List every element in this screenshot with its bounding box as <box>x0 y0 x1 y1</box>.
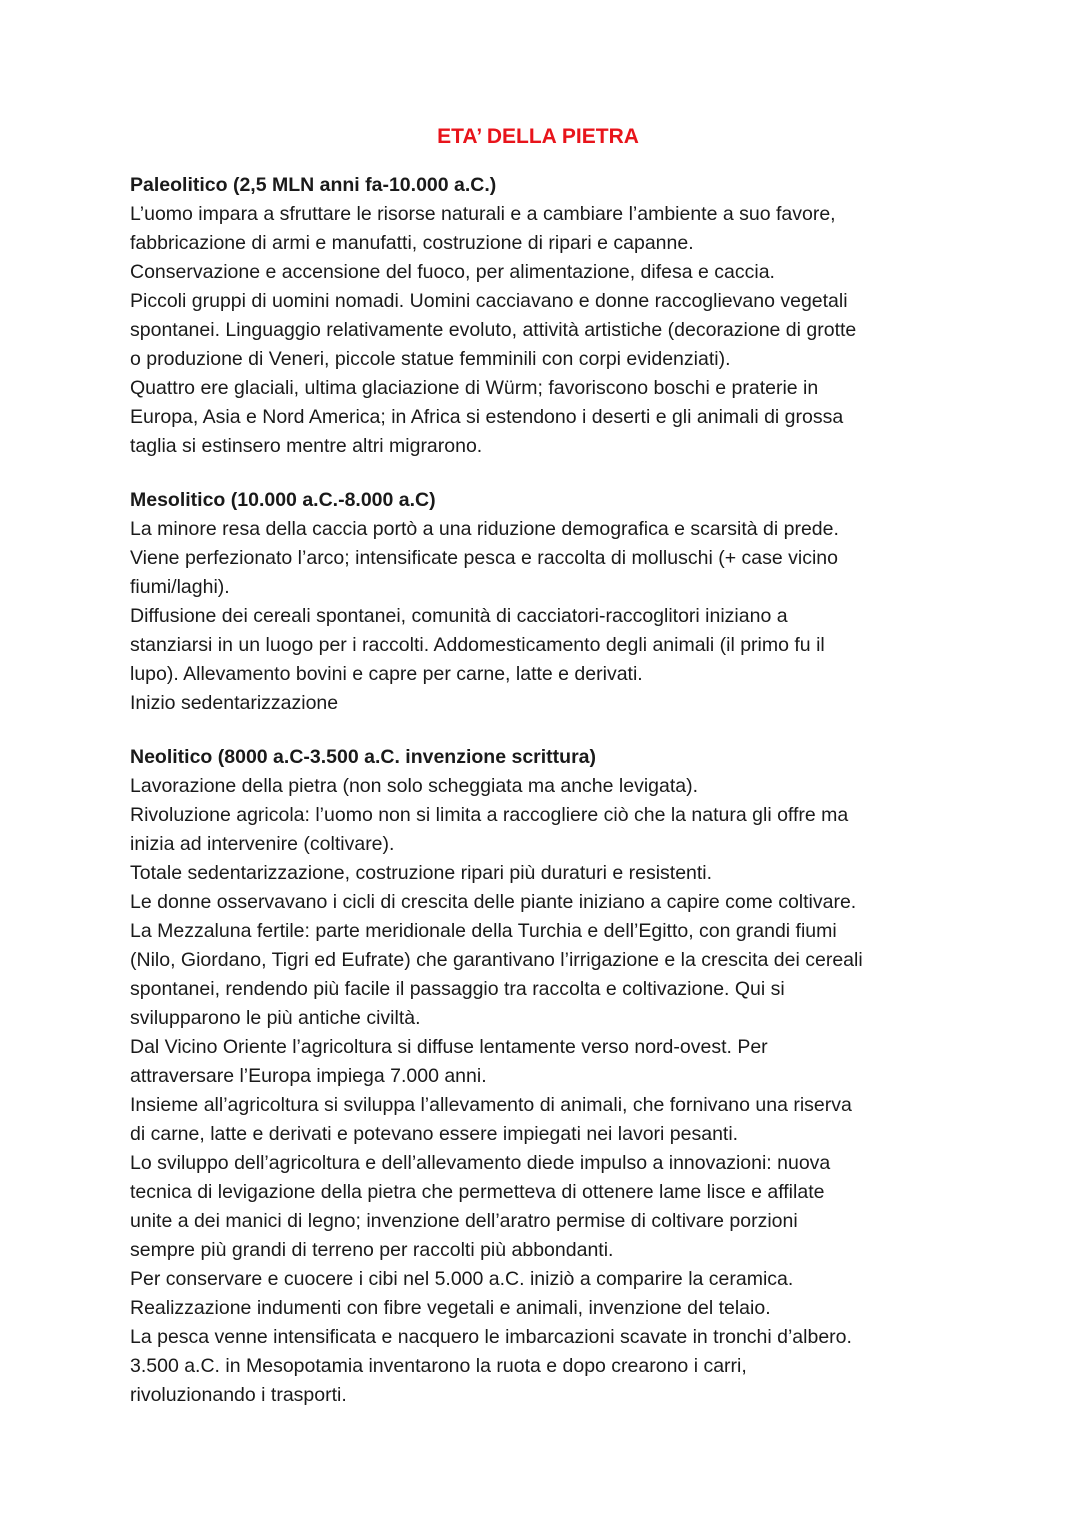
paragraph-line: (Nilo, Giordano, Tigri ed Eufrate) che garantivano l’irrigazione e la crescita dei cereali <box>130 949 863 971</box>
document-page <box>130 122 960 1435</box>
paragraph-line: taglia si estinsero mentre altri migrarono. <box>130 435 483 457</box>
paragraph-line: Lo sviluppo dell’agricoltura e dell’allevamento diede impulso a innovazioni: nuova <box>130 1152 831 1174</box>
paragraph-line: Europa, Asia e Nord America; in Africa si estendono i deserti e gli animali di grossa <box>130 406 844 428</box>
paragraph-line: Diffusione dei cereali spontanei, comunità di cacciatori-raccoglitori iniziano a <box>130 605 788 627</box>
section-paleolitico <box>130 171 960 461</box>
paragraph-line: sempre più grandi di terreno per raccolti più abbondanti. <box>130 1239 614 1261</box>
paragraph-line: di carne, latte e derivati e potevano essere impiegati nei lavori pesanti. <box>130 1123 739 1145</box>
paragraph-line: Piccoli gruppi di uomini nomadi. Uomini cacciavano e donne raccoglievano vegetali <box>130 290 848 312</box>
paragraph-line: La minore resa della caccia portò a una riduzione demografica e scarsità di prede. <box>130 518 839 540</box>
paragraph-line: inizia ad intervenire (coltivare). <box>130 833 395 855</box>
paragraph-line: Inizio sedentarizzazione <box>130 692 339 714</box>
paragraph-line: spontanei. Linguaggio relativamente evoluto, attività artistiche (decorazione di grotte <box>130 319 857 341</box>
paragraph-line: fabbricazione di armi e manufatti, costruzione di ripari e capanne. <box>130 232 694 254</box>
paragraph-line: Totale sedentarizzazione, costruzione ripari più duraturi e resistenti. <box>130 862 713 884</box>
paragraph-line: rivoluzionando i trasporti. <box>130 1384 347 1406</box>
paragraph-line: unite a dei manici di legno; invenzione dell’aratro permise di coltivare porzioni <box>130 1210 798 1232</box>
paragraph-line: Dal Vicino Oriente l’agricoltura si diffuse lentamente verso nord-ovest. Per <box>130 1036 768 1058</box>
paragraph-line: stanziarsi in un luogo per i raccolti. Addomesticamento degli animali (il primo fu il <box>130 634 825 656</box>
paragraph-line: La pesca venne intensificata e nacquero le imbarcazioni scavate in tronchi d’albero. <box>130 1326 852 1348</box>
paragraph-line: Insieme all’agricoltura si sviluppa l’allevamento di animali, che fornivano una riserva <box>130 1094 852 1116</box>
paragraph-line: fiumi/laghi). <box>130 576 230 598</box>
paragraph-line: Per conservare e cuocere i cibi nel 5.000 a.C. iniziò a comparire la ceramica. <box>130 1268 794 1290</box>
paragraph-line: spontanei, rendendo più facile il passaggio tra raccolta e coltivazione. Qui si <box>130 978 785 1000</box>
document-title: ETA’ DELLA PIETRA <box>437 125 639 148</box>
paragraph-line: Lavorazione della pietra (non solo scheggiata ma anche levigata). <box>130 775 699 797</box>
paragraph-line: attraversare l’Europa impiega 7.000 anni. <box>130 1065 487 1087</box>
paragraph-line: Conservazione e accensione del fuoco, per alimentazione, difesa e caccia. <box>130 261 775 283</box>
section-heading: Mesolitico (10.000 a.C.-8.000 a.C) <box>130 489 436 511</box>
paragraph-line: 3.500 a.C. in Mesopotamia inventarono la ruota e dopo crearono i carri, <box>130 1355 747 1377</box>
section-heading: Neolitico (8000 a.C-3.500 a.C. invenzione scrittura) <box>130 746 596 768</box>
paragraph-line: Le donne osservavano i cicli di crescita delle piante iniziano a capire come coltivare. <box>130 891 857 913</box>
section-mesolitico <box>130 486 960 718</box>
paragraph-line: o produzione di Veneri, piccole statue femminili con corpi evidenziati). <box>130 348 731 370</box>
paragraph-line: L’uomo impara a sfruttare le risorse naturali e a cambiare l’ambiente a suo favore, <box>130 203 836 225</box>
paragraph-line: lupo). Allevamento bovini e capre per carne, latte e derivati. <box>130 663 643 685</box>
paragraph-line: Rivoluzione agricola: l’uomo non si limita a raccogliere ciò che la natura gli offre ma <box>130 804 849 826</box>
paragraph-line: La Mezzaluna fertile: parte meridionale della Turchia e dell’Egitto, con grandi fiumi <box>130 920 837 942</box>
paragraph-line: Realizzazione indumenti con fibre vegetali e animali, invenzione del telaio. <box>130 1297 771 1319</box>
paragraph-line: Viene perfezionato l’arco; intensificate pesca e raccolta di molluschi (+ case vicino <box>130 547 838 569</box>
paragraph-line: svilupparono le più antiche civiltà. <box>130 1007 421 1029</box>
paragraph-line: Quattro ere glaciali, ultima glaciazione di Würm; favoriscono boschi e praterie in <box>130 377 819 399</box>
section-neolitico <box>130 743 960 1410</box>
paragraph-line: tecnica di levigazione della pietra che permetteva di ottenere lame lisce e affilate <box>130 1181 825 1203</box>
section-heading: Paleolitico (2,5 MLN anni fa-10.000 a.C.) <box>130 174 497 196</box>
